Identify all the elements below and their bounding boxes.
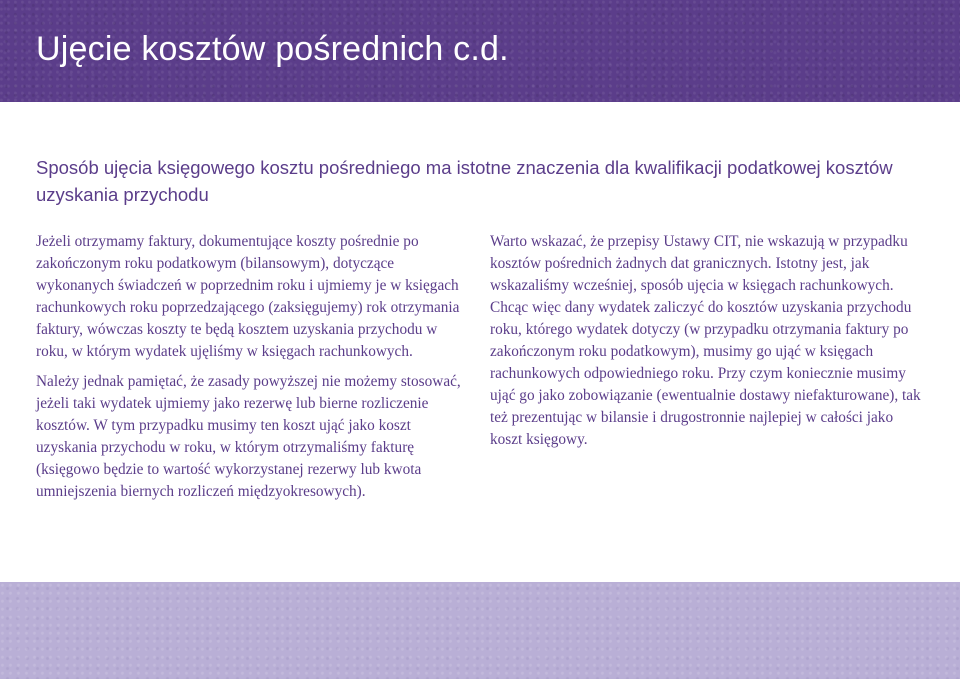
header-band <box>0 0 960 102</box>
right-column <box>490 231 922 459</box>
page-title: Ujęcie kosztów pośrednich c.d. <box>36 30 509 68</box>
footer-band <box>0 582 960 679</box>
left-column <box>36 231 466 511</box>
slide-subtitle: Sposób ujęcia księgowego kosztu pośredniego ma istotne znaczenia dla kwalifikacji podatkowej kosztów uzyskania przychodu <box>36 157 893 205</box>
left-paragraph-1: Jeżeli otrzymamy faktury, dokumentujące koszty pośrednie po zakończonym roku podatkowym (bilansowym), dotyczące wykonanych świadczeń w poprzednim roku i ujmiemy je w księgach rachunkowych roku poprzedzającego (zaksięgujemy) rok otrzymania faktury, wówczas koszty te będą kosztem uzyskania przychodu w roku, w którym wydatek ujęliśmy w księgach rachunkowych. <box>36 233 460 360</box>
left-paragraph-2: Należy jednak pamiętać, że zasady powyższej nie możemy stosować, jeżeli taki wydatek ujmiemy jako rezerwę lub bierne rozliczenie kosztów. W tym przypadku musimy ten koszt ująć jako koszt uzyskania przychodu w roku, w którym otrzymaliśmy fakturę (księgowo będzie to wartość wykorzystanej rezerwy lub kwota umniejszenia biernych rozliczeń międzyokresowych). <box>36 373 461 500</box>
right-paragraph-1: Warto wskazać, że przepisy Ustawy CIT, nie wskazują w przypadku kosztów pośrednich żadnych dat granicznych. Istotny jest, jak wskazaliśmy wcześniej, sposób ujęcia w księgach rachunkowych. Chcąc więc dany wydatek zaliczyć do kosztów uzyskania przychodu roku, którego wydatek dotyczy (w przypadku otrzymania faktury po zakończonym roku podatkowym), musimy go ująć w księgach rachunkowych odpowiedniego roku. Przy czym koniecznie musimy ująć go jako zobowiązanie (ewentualnie dostawy niefakturowane), tak też prezentując w bilansie i drugostronnie najlepiej w całości jako koszt księgowy. <box>490 233 921 448</box>
